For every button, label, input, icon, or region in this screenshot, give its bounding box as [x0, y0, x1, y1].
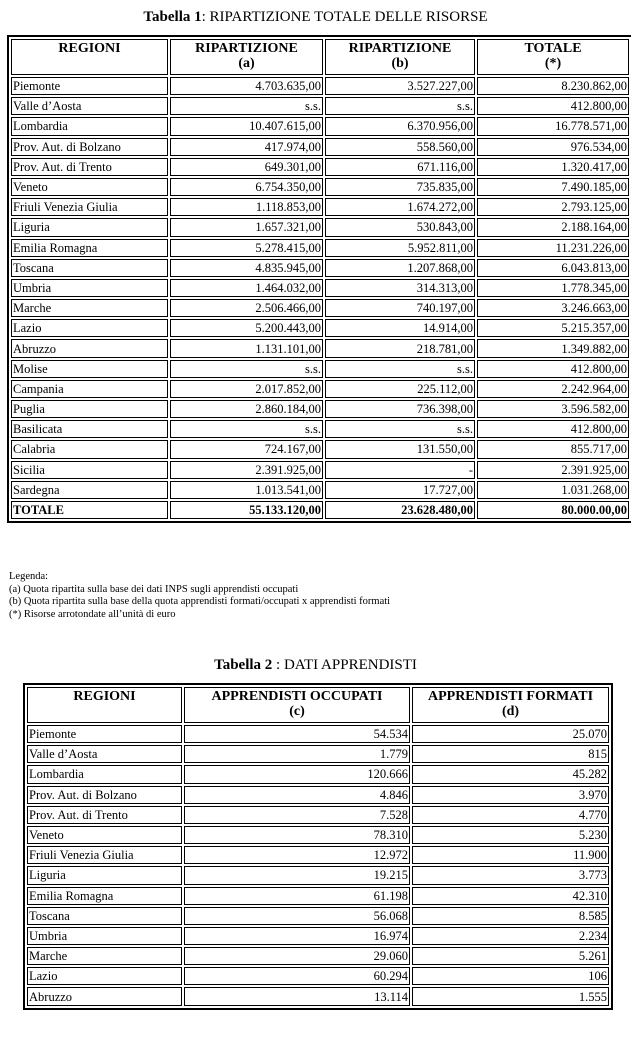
value-cell: 10.407.615,00 — [170, 117, 323, 135]
value-cell: 1.131.101,00 — [170, 339, 323, 357]
value-cell: 1.118.853,00 — [170, 198, 323, 216]
table1-header-1 — [170, 39, 323, 75]
region-cell: Piemonte — [27, 725, 182, 743]
table-row — [11, 239, 629, 257]
value-cell: 7.490.185,00 — [477, 178, 629, 196]
value-cell: 23.628.480,00 — [325, 501, 475, 519]
table-row — [27, 765, 609, 783]
value-cell: 6.370.956,00 — [325, 117, 475, 135]
region-cell: Liguria — [11, 218, 168, 236]
value-cell: 740.197,00 — [325, 299, 475, 317]
table2-header-row — [27, 687, 609, 723]
legend-item-a: (a) Quota ripartita sulla base dei dati INPS sugli apprendisti occupati — [9, 583, 299, 595]
table-row — [27, 786, 609, 804]
table-row — [11, 360, 629, 378]
table1-risorse — [7, 35, 631, 523]
table-row — [11, 138, 629, 156]
value-cell: 2.234 — [412, 927, 609, 945]
value-cell: 649.301,00 — [170, 158, 323, 176]
table-row — [27, 947, 609, 965]
table-row — [11, 279, 629, 297]
region-cell: Lazio — [11, 319, 168, 337]
table1-caption-label: Tabella 1 — [143, 9, 202, 25]
value-cell: 417.974,00 — [170, 138, 323, 156]
legend-item-star: (*) Risorse arrotondate all’unità di euro — [9, 608, 176, 620]
table-row — [27, 846, 609, 864]
table-row — [27, 907, 609, 925]
value-cell: 55.133.120,00 — [170, 501, 323, 519]
value-cell: 61.198 — [184, 887, 410, 905]
table1-caption — [0, 8, 631, 26]
value-cell: 1.674.272,00 — [325, 198, 475, 216]
value-cell: 1.320.417,00 — [477, 158, 629, 176]
table2-header-1 — [184, 687, 410, 723]
table1-header-sub: (*) — [544, 56, 562, 71]
legend-title: Legenda: — [9, 571, 49, 582]
table1-header-3 — [477, 39, 629, 75]
value-cell: 45.282 — [412, 765, 609, 783]
value-cell: 4.770 — [412, 806, 609, 824]
table1-total-row — [11, 501, 629, 519]
value-cell: 1.013.541,00 — [170, 481, 323, 499]
value-cell: 2.017.852,00 — [170, 380, 323, 398]
value-cell: 815 — [412, 745, 609, 763]
value-cell: 120.666 — [184, 765, 410, 783]
region-cell: Prov. Aut. di Trento — [11, 158, 168, 176]
value-cell: - — [325, 461, 475, 479]
region-cell: Campania — [11, 380, 168, 398]
value-cell: 1.349.882,00 — [477, 339, 629, 357]
region-cell: Sardegna — [11, 481, 168, 499]
value-cell: 11.231.226,00 — [477, 239, 629, 257]
value-cell: 78.310 — [184, 826, 410, 844]
value-cell: s.s. — [170, 360, 323, 378]
region-cell: Toscana — [27, 907, 182, 925]
region-cell: Calabria — [11, 440, 168, 458]
value-cell: 3.527.227,00 — [325, 77, 475, 95]
table1-header-2 — [325, 39, 475, 75]
value-cell: 412.800,00 — [477, 97, 629, 115]
table2-caption-title: : DATI APPRENDISTI — [276, 657, 417, 673]
table2-header-title: APPRENDISTI OCCUPATI — [211, 689, 383, 704]
value-cell: 736.398,00 — [325, 400, 475, 418]
table-row — [11, 117, 629, 135]
table-row — [11, 400, 629, 418]
value-cell: 5.230 — [412, 826, 609, 844]
region-cell: Abruzzo — [27, 987, 182, 1005]
value-cell: 735.835,00 — [325, 178, 475, 196]
table1-header-title: RIPARTIZIONE — [195, 41, 298, 56]
value-cell: 14.914,00 — [325, 319, 475, 337]
value-cell: s.s. — [170, 97, 323, 115]
value-cell: 60.294 — [184, 967, 410, 985]
legend-item-b: (b) Quota ripartita sulla base della quota apprendisti formati/occupati x apprendisti formati — [9, 596, 391, 607]
region-cell: Prov. Aut. di Bolzano — [11, 138, 168, 156]
table1-header-row — [11, 39, 629, 75]
value-cell: 1.464.032,00 — [170, 279, 323, 297]
table-row — [11, 198, 629, 216]
table1-header-sub: (b) — [391, 56, 409, 71]
table2-header-0 — [27, 687, 182, 723]
value-cell: 42.310 — [412, 887, 609, 905]
value-cell: 54.534 — [184, 725, 410, 743]
value-cell: 106 — [412, 967, 609, 985]
table-row — [11, 259, 629, 277]
value-cell: 5.261 — [412, 947, 609, 965]
value-cell: 412.800,00 — [477, 420, 629, 438]
region-cell: Veneto — [11, 178, 168, 196]
region-cell: Sicilia — [11, 461, 168, 479]
table-row — [11, 299, 629, 317]
value-cell: 558.560,00 — [325, 138, 475, 156]
region-cell: Valle d’Aosta — [11, 97, 168, 115]
table-row — [11, 481, 629, 499]
value-cell: 976.534,00 — [477, 138, 629, 156]
value-cell: 2.860.184,00 — [170, 400, 323, 418]
table2-caption-label: Tabella 2 — [214, 657, 277, 673]
value-cell: 80.000.00,00 — [477, 501, 629, 519]
value-cell: 56.068 — [184, 907, 410, 925]
value-cell: 25.070 — [412, 725, 609, 743]
table2-caption — [0, 656, 631, 674]
table-row — [27, 826, 609, 844]
value-cell: 11.900 — [412, 846, 609, 864]
value-cell: 2.242.964,00 — [477, 380, 629, 398]
table1-header-sub: (a) — [238, 56, 255, 71]
value-cell: 3.596.582,00 — [477, 400, 629, 418]
value-cell: 1.779 — [184, 745, 410, 763]
value-cell: 16.974 — [184, 927, 410, 945]
value-cell: 530.843,00 — [325, 218, 475, 236]
table-row — [27, 725, 609, 743]
table2-header-sub: (c) — [289, 704, 305, 719]
value-cell: 412.800,00 — [477, 360, 629, 378]
value-cell: 1.555 — [412, 987, 609, 1005]
value-cell: 1.778.345,00 — [477, 279, 629, 297]
value-cell: s.s. — [325, 360, 475, 378]
table1-header-title: TOTALE — [524, 41, 582, 56]
region-cell: Liguria — [27, 866, 182, 884]
value-cell: 5.952.811,00 — [325, 239, 475, 257]
table2-body — [27, 725, 609, 1006]
table-row — [11, 319, 629, 337]
value-cell: 8.585 — [412, 907, 609, 925]
region-cell: Valle d’Aosta — [27, 745, 182, 763]
table2-header-title: REGIONI — [73, 689, 136, 704]
value-cell: 314.313,00 — [325, 279, 475, 297]
region-cell: Basilicata — [11, 420, 168, 438]
value-cell: 19.215 — [184, 866, 410, 884]
value-cell: 16.778.571,00 — [477, 117, 629, 135]
value-cell: 17.727,00 — [325, 481, 475, 499]
table-row — [11, 420, 629, 438]
table1-body — [11, 77, 629, 519]
value-cell: 5.215.357,00 — [477, 319, 629, 337]
table-row — [11, 178, 629, 196]
value-cell: 5.278.415,00 — [170, 239, 323, 257]
region-cell: Lombardia — [27, 765, 182, 783]
table-row — [27, 745, 609, 763]
value-cell: 29.060 — [184, 947, 410, 965]
value-cell: 671.116,00 — [325, 158, 475, 176]
value-cell: 724.167,00 — [170, 440, 323, 458]
region-cell: Abruzzo — [11, 339, 168, 357]
value-cell: 4.846 — [184, 786, 410, 804]
region-cell: Friuli Venezia Giulia — [27, 846, 182, 864]
table-row — [27, 866, 609, 884]
value-cell: 4.835.945,00 — [170, 259, 323, 277]
value-cell: 855.717,00 — [477, 440, 629, 458]
value-cell: 6.754.350,00 — [170, 178, 323, 196]
region-cell: Emilia Romagna — [27, 887, 182, 905]
table-row — [27, 806, 609, 824]
table-row — [11, 97, 629, 115]
region-cell: Prov. Aut. di Trento — [27, 806, 182, 824]
region-cell: Piemonte — [11, 77, 168, 95]
value-cell: 218.781,00 — [325, 339, 475, 357]
region-cell: Umbria — [27, 927, 182, 945]
table1-header-0 — [11, 39, 168, 75]
region-cell: Prov. Aut. di Bolzano — [27, 786, 182, 804]
table1-caption-title: : RIPARTIZIONE TOTALE DELLE RISORSE — [201, 9, 488, 25]
value-cell: 6.043.813,00 — [477, 259, 629, 277]
legend — [9, 571, 390, 621]
value-cell: 1.207.868,00 — [325, 259, 475, 277]
region-cell: TOTALE — [11, 501, 168, 519]
table-row — [27, 927, 609, 945]
value-cell: 13.114 — [184, 987, 410, 1005]
region-cell: Toscana — [11, 259, 168, 277]
region-cell: Veneto — [27, 826, 182, 844]
value-cell: 225.112,00 — [325, 380, 475, 398]
value-cell: 7.528 — [184, 806, 410, 824]
table-row — [11, 339, 629, 357]
table-row — [11, 440, 629, 458]
table-row — [11, 461, 629, 479]
table1-header-title: REGIONI — [58, 41, 121, 56]
value-cell: s.s. — [170, 420, 323, 438]
region-cell: Marche — [27, 947, 182, 965]
table2-header-2 — [412, 687, 609, 723]
region-cell: Molise — [11, 360, 168, 378]
value-cell: 3.246.663,00 — [477, 299, 629, 317]
region-cell: Lombardia — [11, 117, 168, 135]
value-cell: 12.972 — [184, 846, 410, 864]
value-cell: 1.657.321,00 — [170, 218, 323, 236]
table-row — [11, 77, 629, 95]
table1-header-title: RIPARTIZIONE — [348, 41, 452, 56]
value-cell: 2.506.466,00 — [170, 299, 323, 317]
region-cell: Friuli Venezia Giulia — [11, 198, 168, 216]
value-cell: 4.703.635,00 — [170, 77, 323, 95]
value-cell: 3.970 — [412, 786, 609, 804]
value-cell: 3.773 — [412, 866, 609, 884]
value-cell: 1.031.268,00 — [477, 481, 629, 499]
value-cell: 131.550,00 — [325, 440, 475, 458]
value-cell: 2.793.125,00 — [477, 198, 629, 216]
value-cell: 8.230.862,00 — [477, 77, 629, 95]
region-cell: Puglia — [11, 400, 168, 418]
value-cell: 5.200.443,00 — [170, 319, 323, 337]
table-row — [27, 887, 609, 905]
table2-apprendisti — [23, 683, 613, 1010]
table-row — [27, 987, 609, 1005]
region-cell: Umbria — [11, 279, 168, 297]
value-cell: 2.391.925,00 — [477, 461, 629, 479]
table2-header-sub: (d) — [501, 704, 520, 719]
region-cell: Emilia Romagna — [11, 239, 168, 257]
value-cell: s.s. — [325, 97, 475, 115]
region-cell: Lazio — [27, 967, 182, 985]
table-row — [11, 380, 629, 398]
table-row — [11, 158, 629, 176]
region-cell: Marche — [11, 299, 168, 317]
table-row — [11, 218, 629, 236]
table2-header-title: APPRENDISTI FORMATI — [427, 689, 594, 704]
value-cell: s.s. — [325, 420, 475, 438]
table-row — [27, 967, 609, 985]
value-cell: 2.188.164,00 — [477, 218, 629, 236]
value-cell: 2.391.925,00 — [170, 461, 323, 479]
